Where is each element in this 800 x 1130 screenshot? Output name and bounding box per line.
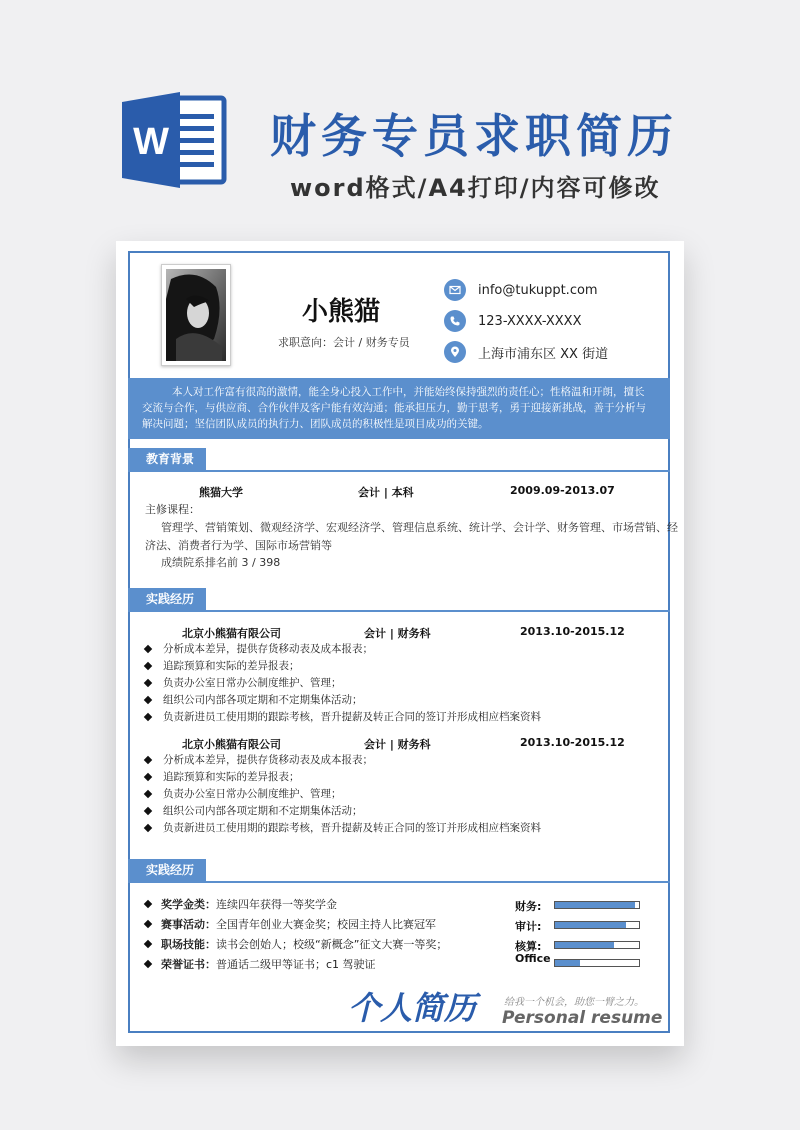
honor-item: 职场技能： 读书会创始人；校级“新概念”征文大赛一等奖；: [145, 936, 447, 952]
resume-document: [116, 241, 684, 1046]
company-name: 北京小熊猫有限公司: [182, 627, 281, 640]
skill-fill: [555, 960, 580, 966]
email-icon: [444, 279, 466, 301]
address-text: 上海市浦东区 XX 街道: [478, 346, 609, 362]
skill-fill: [555, 922, 626, 928]
bullet-icon: [144, 789, 152, 797]
brand-title: 个人简历: [348, 989, 477, 1027]
job-row: [166, 625, 626, 639]
honor-item: 奖学金类： 连续四年获得一等奖学金: [145, 896, 337, 912]
bullet-icon: [144, 960, 152, 968]
skill-bar: [554, 941, 640, 949]
profile-photo: [161, 264, 231, 366]
section-divider: [128, 881, 670, 883]
bullet-icon: [144, 755, 152, 763]
location-icon: [444, 341, 466, 363]
svg-text:W: W: [133, 121, 169, 163]
self-summary: 本人对工作富有很高的激情，能全身心投入工作中，并能始终保持强烈的责任心；性格温和开朗，擅长交流与合作，与供应商、合作伙伴及客户能有效沟通；能承担压力，勤于思考，勇于迎接新挑战，善于分析与解决问题；坚信团队成员的执行力、团队成员的积极性是项目成功的关键。: [128, 378, 670, 439]
duty-item: 组织公司内部各项定期和不定期集体活动；: [145, 692, 363, 707]
duty-item: 分析成本差异，提供存货移动表及成本报表；: [145, 641, 373, 656]
duty-item: 分析成本差异，提供存货移动表及成本报表；: [145, 752, 373, 767]
contact-email: [444, 279, 598, 301]
skill-fill: [555, 942, 614, 948]
bullet-icon: [144, 678, 152, 686]
skill-bar: [554, 921, 640, 929]
duty-item: 追踪预算和实际的差异报表；: [145, 658, 300, 673]
job-dept: 会计 | 财务科: [364, 738, 431, 751]
honor-item: 荣誉证书： 普通话二级甲等证书；c1 驾驶证: [145, 956, 376, 972]
skill-bar: [554, 959, 640, 967]
duty-item: 负责新进员工使用期的跟踪考核，晋升提薪及转正合同的签订并形成相应档案资料: [145, 820, 541, 835]
company-name: 北京小熊猫有限公司: [182, 738, 281, 751]
education-row: [166, 484, 626, 498]
bullet-icon: [144, 823, 152, 831]
school-name: 熊猫大学: [199, 486, 243, 499]
skill-label: 核算:: [515, 940, 542, 953]
bullet-icon: [144, 900, 152, 908]
bullet-icon: [144, 940, 152, 948]
bullet-icon: [144, 920, 152, 928]
skill-label: 审计:: [515, 920, 542, 933]
contact-phone: [444, 310, 582, 332]
word-icon: [118, 84, 228, 194]
job-objective: 求职意向：会计 / 财务专员: [278, 336, 410, 349]
bullet-icon: [144, 712, 152, 720]
duty-item: 负责办公室日常办公制度维护、管理；: [145, 675, 342, 690]
job-period: 2013.10-2015.12: [520, 736, 625, 749]
phone-icon: [444, 310, 466, 332]
duty-item: 负责办公室日常办公制度维护、管理；: [145, 786, 342, 801]
honor-item: 赛事活动： 全国青年创业大赛金奖；校园主持人比赛冠军: [145, 916, 436, 932]
skill-fill: [555, 902, 635, 908]
bullet-icon: [144, 772, 152, 780]
job-dept: 会计 | 财务科: [364, 627, 431, 640]
section-education-heading: 教育背景: [128, 448, 206, 470]
skill-label: Office: [515, 952, 551, 965]
courses-line-1: 管理学、营销策划、微观经济学、宏观经济学、管理信息系统、统计学、会计学、财务管理、市场营销、经: [161, 521, 678, 534]
bullet-icon: [144, 806, 152, 814]
skill-label: 财务:: [515, 900, 542, 913]
section-divider: [128, 610, 670, 612]
duty-item: 负责新进员工使用期的跟踪考核，晋升提薪及转正合同的签订并形成相应档案资料: [145, 709, 541, 724]
section-honors-heading: 实践经历: [128, 859, 206, 881]
education-major: 会计 | 本科: [358, 486, 414, 499]
skill-bar: [554, 901, 640, 909]
courses-line-2: 济法、消费者行为学、国际市场营销等: [145, 539, 332, 552]
job-row: [166, 736, 626, 750]
class-rank: 成绩院系排名前 3 / 398: [161, 556, 281, 569]
candidate-name: 小熊猫: [302, 297, 381, 327]
bullet-icon: [144, 644, 152, 652]
contact-address: [444, 341, 608, 363]
brand-english: Personal resume: [502, 1008, 663, 1028]
section-experience-heading: 实践经历: [128, 588, 206, 610]
bullet-icon: [144, 695, 152, 703]
phone-text: 123-XXXX-XXXX: [478, 313, 582, 329]
job-period: 2013.10-2015.12: [520, 625, 625, 638]
duty-item: 追踪预算和实际的差异报表；: [145, 769, 300, 784]
courses-label: 主修课程：: [145, 503, 200, 516]
duty-item: 组织公司内部各项定期和不定期集体活动；: [145, 803, 363, 818]
banner-subtitle: word格式/A4打印/内容可修改: [290, 174, 661, 202]
banner-title: 财务专员求职简历: [270, 109, 678, 163]
email-text: info@tukuppt.com: [478, 282, 598, 298]
bullet-icon: [144, 661, 152, 669]
education-period: 2009.09-2013.07: [510, 484, 615, 497]
section-divider: [128, 470, 670, 472]
brand-slogan: 给我一个机会，助您一臂之力。: [504, 997, 644, 1008]
